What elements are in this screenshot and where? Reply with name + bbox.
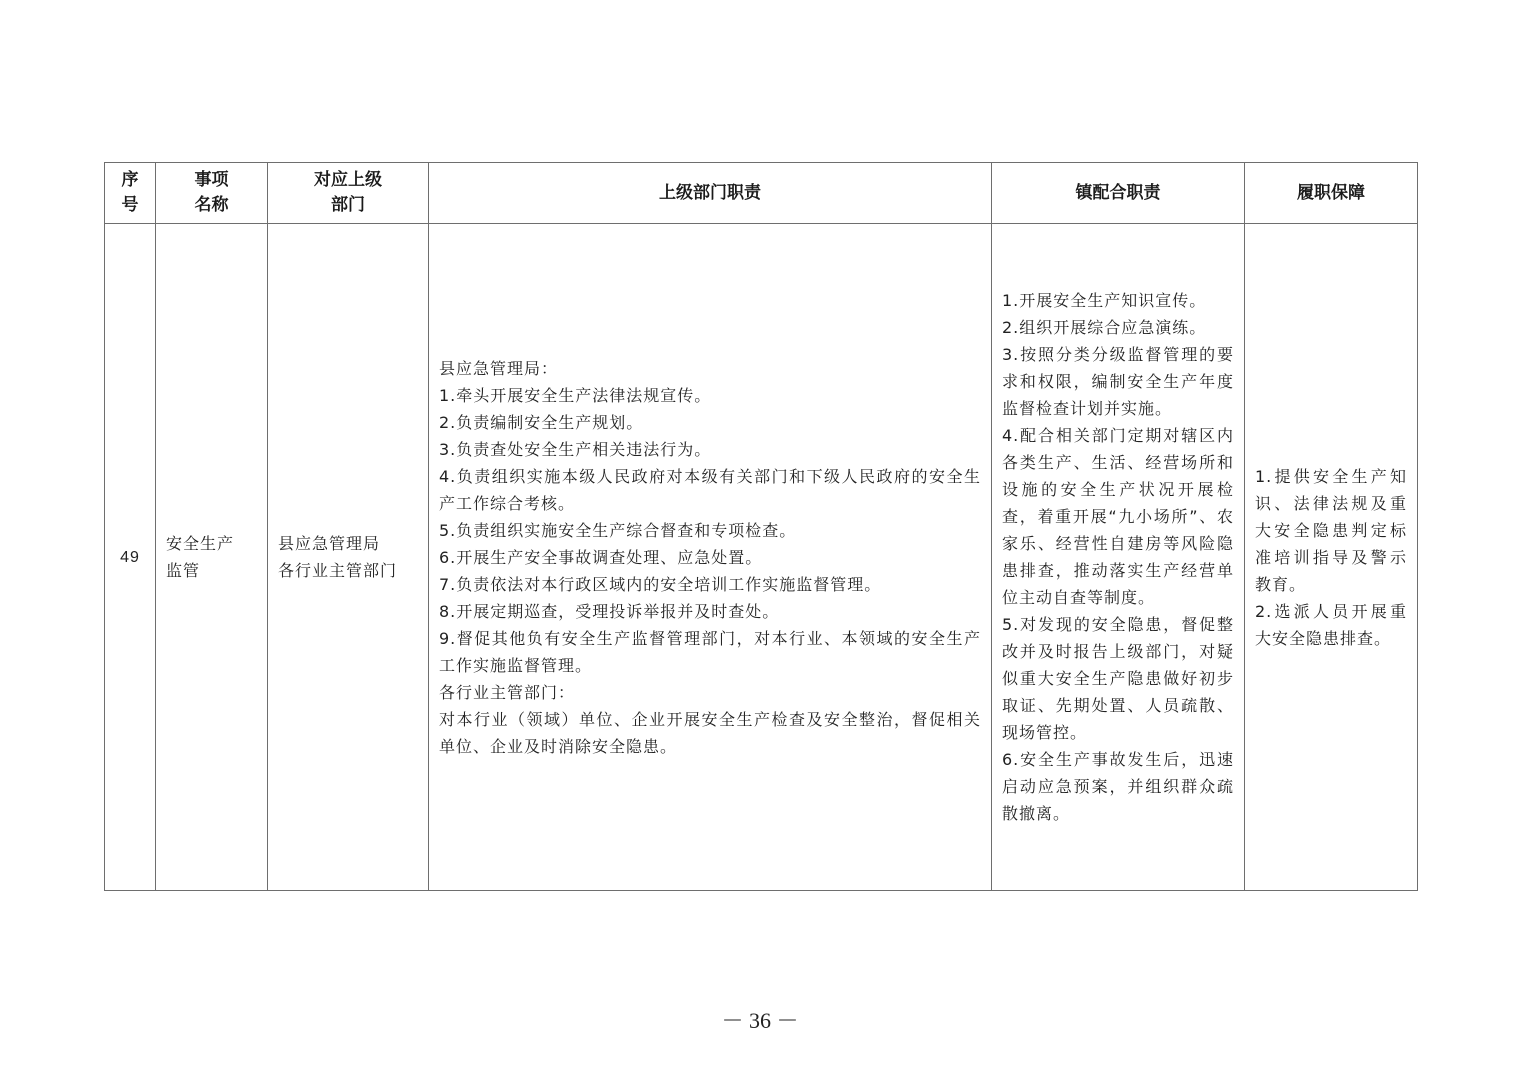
header-row xyxy=(105,163,1418,224)
upper-duty-line: 对本行业（领域）单位、企业开展安全生产检查及安全整治，督促相关单位、企业及时消除安全隐患。 xyxy=(439,709,981,756)
upper-duty-line: 8.开展定期巡查，受理投诉举报并及时查处。 xyxy=(439,601,780,621)
row-number: 49 xyxy=(105,224,156,891)
upper-duty-line: 5.负责组织实施安全生产综合督查和专项检查。 xyxy=(439,520,797,540)
upper-duty-line: 4.负责组织实施本级人民政府对本级有关部门和下级人民政府的安全生产工作综合考核。 xyxy=(439,466,981,513)
town-duty-line: 4.配合相关部门定期对辖区内各类生产、生活、经营场所和设施的安全生产状况开展检查，着重开展“九小场所”、农家乐、经营性自建房等风险隐患排查，推动落实生产经营单位主动自查等制度。 xyxy=(1002,426,1234,607)
upper-duty-line: 2.负责编制安全生产规划。 xyxy=(439,412,644,432)
guarantee-line: 1.提供安全生产知识、法律法规及重大安全隐患判定标准培训指导及警示教育。 xyxy=(1255,466,1407,594)
header-item-name: 事项 名称 xyxy=(156,163,268,224)
town-duty-line: 6.安全生产事故发生后，迅速启动应急预案，并组织群众疏散撤离。 xyxy=(1002,750,1234,823)
upper-duty-line: 9.督促其他负有安全生产监督管理部门，对本行业、本领域的安全生产工作实施监督管理。 xyxy=(439,628,981,675)
town-duties-cell xyxy=(992,224,1245,891)
town-duty-line: 3.按照分类分级监督管理的要求和权限，编制安全生产年度监督检查计划并实施。 xyxy=(1002,345,1234,418)
item-name-cell: 安全生产 监管 xyxy=(156,224,268,891)
upper-dept-cell: 县应急管理局 各行业主管部门 xyxy=(268,224,429,891)
town-duty-line: 1.开展安全生产知识宣传。 xyxy=(1002,291,1207,310)
upper-duty-line: 3.负责查处安全生产相关违法行为。 xyxy=(439,439,712,459)
page-number: － 36 － xyxy=(721,1008,799,1033)
guarantee-cell xyxy=(1245,224,1418,891)
upper-duties-cell xyxy=(429,224,992,891)
duty-table xyxy=(104,162,1418,891)
header-no: 序 号 xyxy=(105,163,156,224)
town-duty-line: 2.组织开展综合应急演练。 xyxy=(1002,318,1207,337)
header-upper-duties: 上级部门职责 xyxy=(429,163,992,224)
upper-duty-line: 1.牵头开展安全生产法律法规宣传。 xyxy=(439,385,712,405)
table-row xyxy=(105,224,1418,891)
guarantee-line: 2.选派人员开展重大安全隐患排查。 xyxy=(1255,601,1407,648)
header-guarantee: 履职保障 xyxy=(1245,163,1418,224)
header-town-duties: 镇配合职责 xyxy=(992,163,1245,224)
upper-duty-line: 6.开展生产安全事故调查处理、应急处置。 xyxy=(439,547,763,567)
upper-duty-line: 县应急管理局： xyxy=(439,358,559,378)
header-upper-dept: 对应上级 部门 xyxy=(268,163,429,224)
town-duty-line: 5.对发现的安全隐患，督促整改并及时报告上级部门，对疑似重大安全生产隐患做好初步取证、先期处置、人员疏散、现场管控。 xyxy=(1002,615,1234,742)
upper-duty-line: 7.负责依法对本行政区域内的安全培训工作实施监督管理。 xyxy=(439,574,882,594)
upper-duty-line: 各行业主管部门： xyxy=(439,682,576,702)
